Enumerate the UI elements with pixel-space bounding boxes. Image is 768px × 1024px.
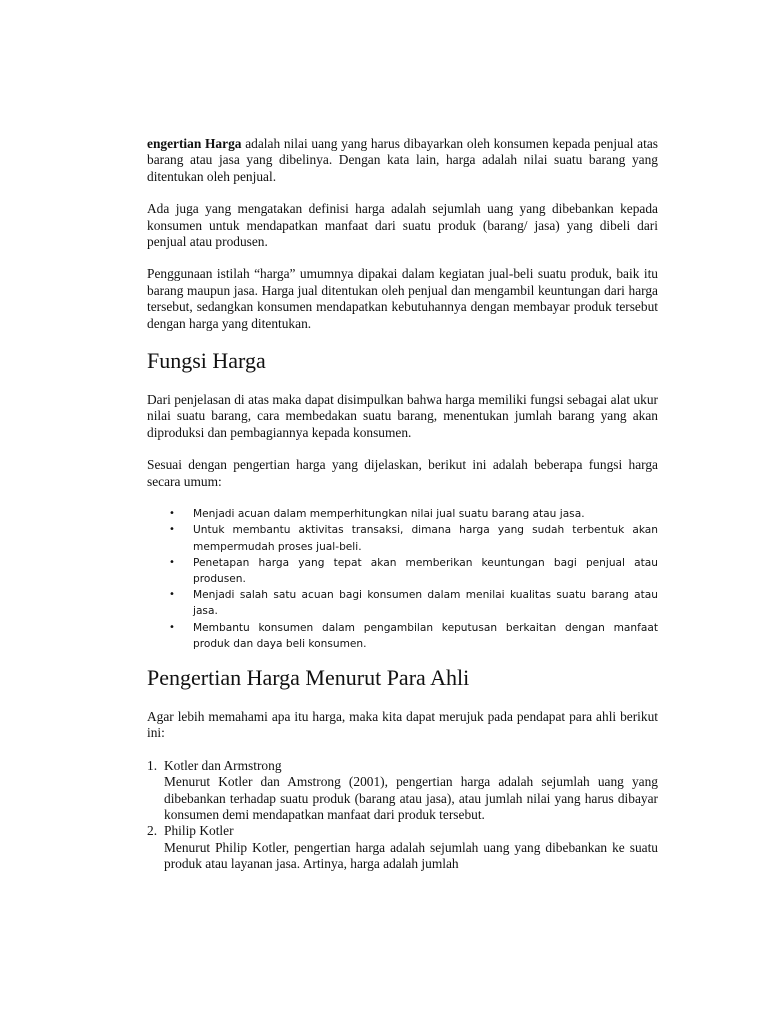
intro-paragraph-1-text: adalah nilai uang yang harus dibayarkan oleh konsumen kepada penjual atas barang atau jasa yang dibelinya. Dengan kata lain, harga adalah nilai suatu barang yang ditentukan oleh penjual.: [147, 136, 658, 184]
bullet-icon: •: [169, 524, 175, 536]
list-item: [147, 555, 658, 587]
bullet-icon: •: [169, 556, 175, 568]
intro-paragraph-3: Penggunaan istilah “harga” umumnya dipakai dalam kegiatan jual-beli suatu produk, baik itu barang maupun jasa. Harga jual ditentukan oleh penjual dan mengambil keuntungan dari harga tersebut, sedangkan konsumen mendapatkan kebutuhannya dengan membayar produk tersebut dengan harga yang ditentukan.: [147, 266, 658, 331]
document-page: [147, 136, 658, 873]
list-item: [147, 506, 658, 522]
expert-description: Menurut Kotler dan Amstrong (2001), pengertian harga adalah sejumlah uang yang dibebankan terhadap suatu produk (barang atau jasa), atau jumlah nilai yang harus dibayar konsumen demi mendapatkan manfaat dari produk tersebut.: [164, 774, 658, 822]
expert-description: Menurut Philip Kotler, pengertian harga adalah sejumlah uang yang dibebankan ke suatu produk atau layanan jasa. Artinya, harga adalah jumlah: [164, 839, 658, 872]
fungsi-bullet-list: [147, 506, 658, 652]
bullet-icon: •: [169, 508, 175, 520]
expert-name: Philip Kotler: [164, 823, 234, 839]
para-ahli-heading: Pengertian Harga Menurut Para Ahli: [147, 664, 470, 690]
fungsi-harga-heading: Fungsi Harga: [147, 348, 266, 374]
intro-paragraph-2: Ada juga yang mengatakan definisi harga adalah sejumlah uang yang dibebankan kepada konsumen untuk mendapatkan manfaat dari suatu produk (barang/ jasa) yang dibeli dari penjual atau produsen.: [147, 201, 658, 250]
fungsi-paragraph-2: Sesuai dengan pengertian harga yang dijelaskan, berikut ini adalah beberapa fungsi harga secara umum:: [147, 457, 658, 489]
list-item: [147, 587, 658, 619]
list-item-text: Penetapan harga yang tepat akan memberikan keuntungan bagi penjual atau produsen.: [193, 556, 658, 585]
expert-name: Kotler dan Armstrong: [164, 757, 282, 773]
fungsi-paragraph-1: Dari penjelasan di atas maka dapat disimpulkan bahwa harga memiliki fungsi sebagai alat ukur nilai suatu barang, cara membedakan suatu barang, menentukan jumlah barang yang akan diproduksi dan pembagiannya kepada konsumen.: [147, 392, 658, 440]
list-item: [147, 620, 658, 652]
list-item-number: 2.: [147, 823, 158, 839]
list-item-text: Menjadi salah satu acuan bagi konsumen dalam menilai kualitas suatu barang atau jasa.: [193, 589, 658, 618]
bullet-icon: •: [169, 621, 175, 633]
list-item: [147, 823, 658, 872]
list-item-number: 1.: [147, 757, 158, 773]
experts-list: [147, 758, 658, 873]
intro-bold-lead: engertian Harga: [147, 136, 242, 151]
list-item: [147, 522, 658, 554]
list-item-text: Menjadi acuan dalam memperhitungkan nilai jual suatu barang atau jasa.: [193, 508, 585, 521]
list-item-text: Untuk membantu aktivitas transaksi, dimana harga yang sudah terbentuk akan mempermudah proses jual-beli.: [193, 524, 658, 553]
ahli-paragraph-1: Agar lebih memahami apa itu harga, maka kita dapat merujuk pada pendapat para ahli berikut ini:: [147, 708, 658, 741]
bullet-icon: •: [169, 589, 175, 601]
intro-paragraph-1: [147, 136, 658, 185]
list-item-text: Membantu konsumen dalam pengambilan keputusan berkaitan dengan manfaat produk dan daya beli konsumen.: [193, 621, 658, 650]
list-item: [147, 758, 658, 824]
